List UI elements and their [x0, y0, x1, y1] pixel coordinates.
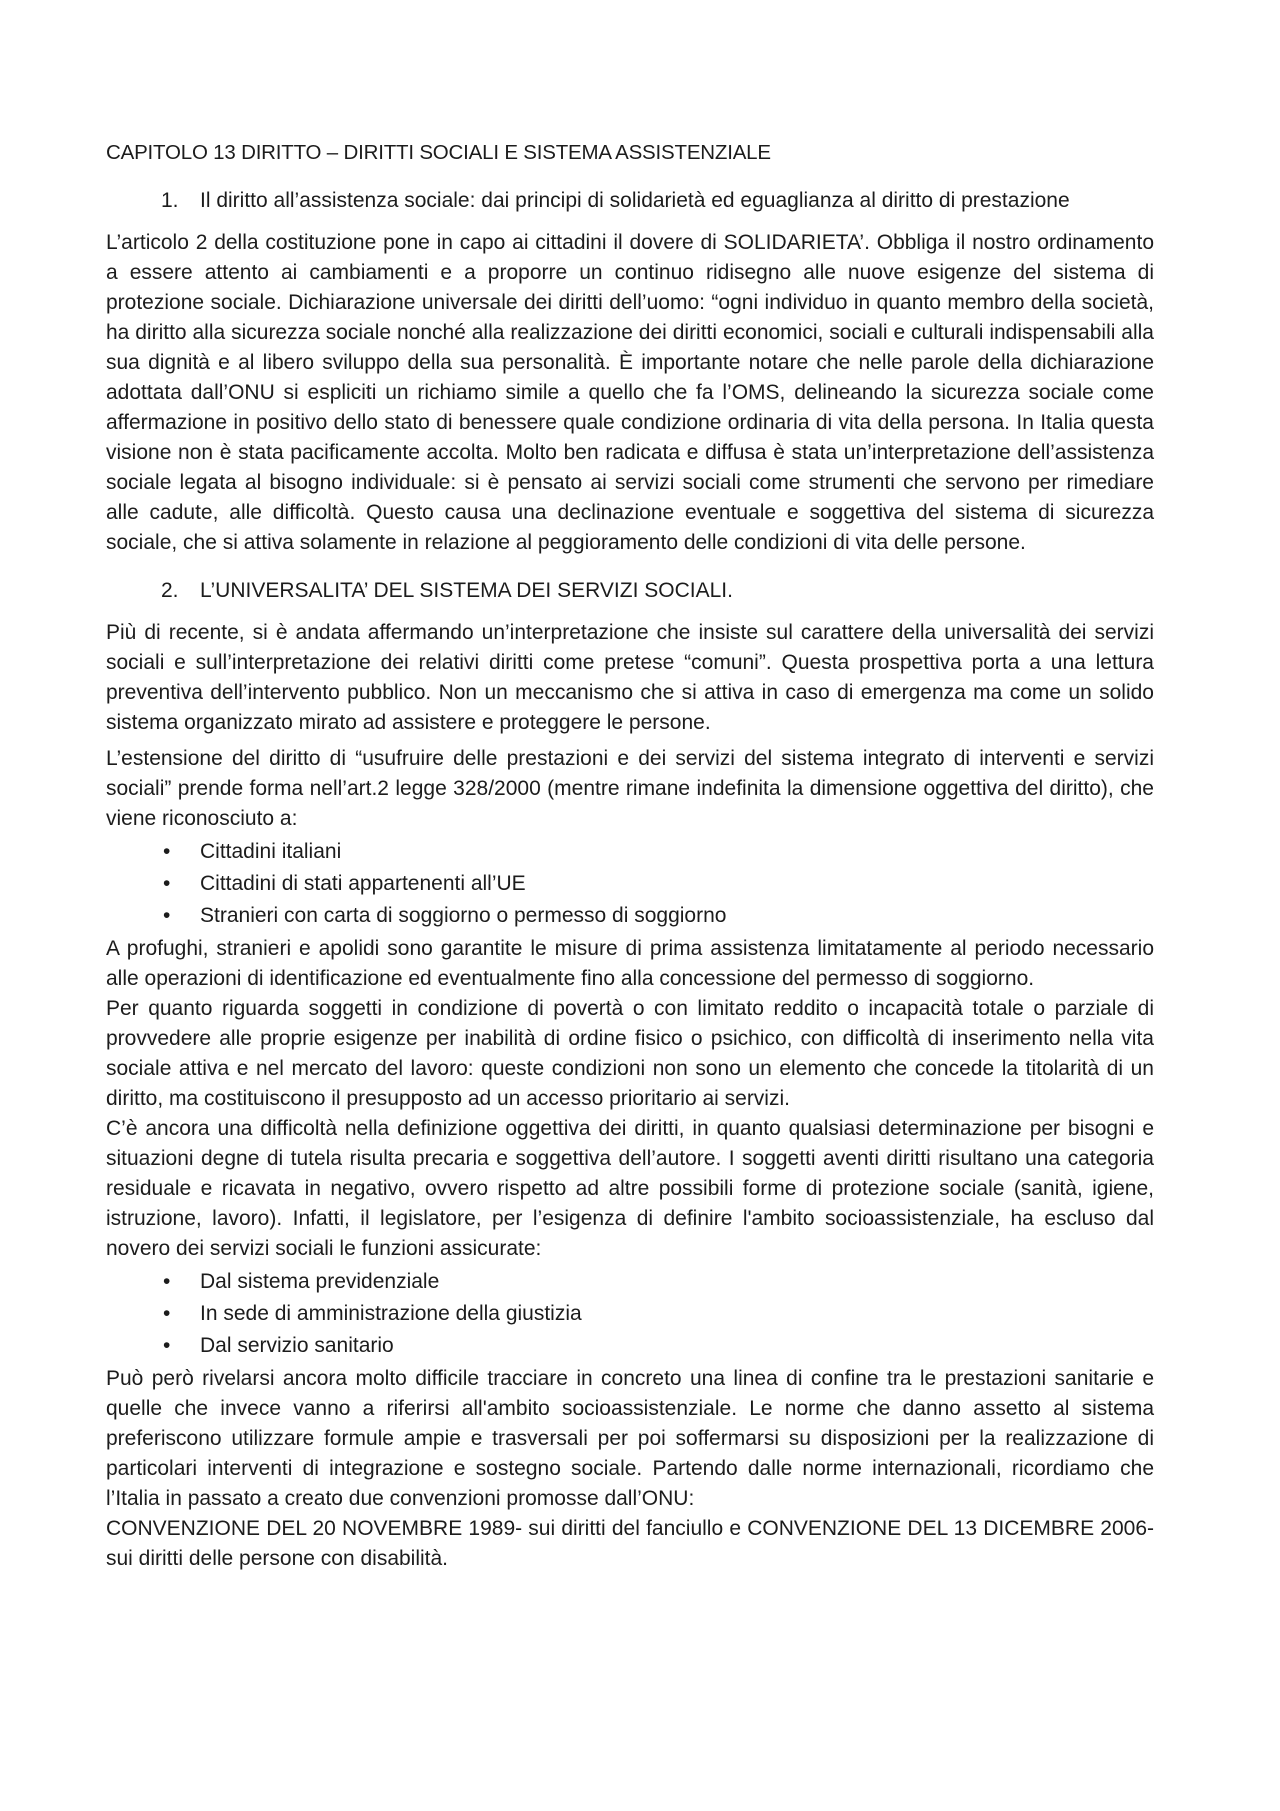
paragraph-linea-confine: Può però rivelarsi ancora molto difficile tracciare in concreto una linea di confine tra le prestazioni sanitarie e quelle che invece vanno a riferirsi all'ambito socioassistenziale. Le norme che danno assetto al sistema preferiscono utilizzare formule ampie e trasversali per poi soffermarsi su disposizioni per la realizzazione di particolari interventi di integrazione e sostegno sociale. Partendo dalle norme internazionali, ricordiamo che l’Italia in passato a creato due convenzioni promosse dall’ONU: [106, 1367, 1154, 1510]
chapter-title: CAPITOLO 13 DIRITTO – DIRITTI SOCIALI E SISTEMA ASSISTENZIALE [106, 141, 771, 164]
paragraph-solidarieta: L’articolo 2 della costituzione pone in capo ai cittadini il dovere di SOLIDARIETA’. Obbliga il nostro ordinamento a essere attento ai cambiamenti e a proporre un continuo ridisegno alle nuove esigenze del sistema di protezione sociale. Dichiarazione universale dei diritti dell’uomo: “ogni individuo in quanto membro della società, ha diritto alla sicurezza sociale nonché alla realizzazione dei diritti economici, sociali e culturali indispensabili alla sua dignità e al libero sviluppo della sua personalità. È importante notare che nelle parole della dichiarazione adottata dall’ONU si espliciti un richiamo simile a quello che fa l’OMS, delineando la sicurezza sociale come affermazione in positivo dello stato di benessere quale condizione ordinaria di vita della persona. In Italia questa visione non è stata pacificamente accolta. Molto ben radicata e diffusa è stata un’interpretazione dell’assistenza sociale legata al bisogno individuale: si è pensato ai servizi sociali come strumenti che servono per rimediare alle cadute, alle difficoltà. Questo causa una declinazione eventuale e soggettiva del sistema di sicurezza sociale, che si attiva solamente in relazione al peggioramento delle condizioni di vita delle persone. [106, 231, 1154, 554]
numbered-item-2-text: L’UNIVERSALITA’ DEL SISTEMA DEI SERVIZI SOCIALI. [200, 579, 733, 602]
paragraph-estensione-diritto: L’estensione del diritto di “usufruire delle prestazioni e dei servizi del sistema integrato di interventi e servizi sociali” prende forma nell’art.2 legge 328/2000 (mentre rimane indefinita la dimensione oggettiva del diritto), che viene riconosciuto a: [106, 747, 1154, 830]
numbered-item-2-marker: 2. [161, 579, 179, 602]
numbered-item-2 [106, 576, 1154, 606]
numbered-item-1-marker: 1. [161, 189, 179, 212]
paragraph-universalita: Più di recente, si è andata affermando un’interpretazione che insiste sul carattere della universalità dei servizi sociali e sull’interpretazione dei relativi diritti come pretese “comuni”. Questa prospettiva porta a una lettura preventiva dell’intervento pubblico. Non un meccanismo che si attiva in caso di emergenza ma come un solido sistema organizzato mirato ad assistere e proteggere le persone. [106, 621, 1154, 734]
paragraph-poverta: Per quanto riguarda soggetti in condizione di povertà o con limitato reddito o incapacità totale o parziale di provvedere alle proprie esigenze per inabilità di ordine fisico o psichico, con difficoltà di inserimento nella vita sociale attiva e nel mercato del lavoro: queste condizioni non sono un elemento che concede la titolarità di un diritto, ma costituiscono il presupposto ad un accesso prioritario ai servizi. [106, 997, 1154, 1110]
bullet-item-amministrazione-giustizia: • In sede di amministrazione della giustizia [106, 1298, 1154, 1330]
numbered-item-1 [106, 186, 1154, 216]
paragraph-profughi: A profughi, stranieri e apolidi sono garantite le misure di prima assistenza limitatamente al periodo necessario alle operazioni di identificazione ed eventualmente fino alla concessione del permesso di soggiorno. [106, 937, 1154, 990]
bullet-item-stranieri-soggiorno: • Stranieri con carta di soggiorno o permesso di soggiorno [106, 900, 1154, 932]
paragraph-convenzioni: CONVENZIONE DEL 20 NOVEMBRE 1989- sui diritti del fanciullo e CONVENZIONE DEL 13 DICEMBRE 2006- sui diritti delle persone con disabilità. [106, 1517, 1154, 1570]
bullet-item-servizio-sanitario: • Dal servizio sanitario [106, 1330, 1154, 1362]
numbered-item-1-text: Il diritto all’assistenza sociale: dai principi di solidarietà ed eguaglianza al diritto di prestazione [200, 189, 1070, 212]
bullet-list-recipients [106, 836, 1154, 932]
bullet-item-cittadini-italiani: • Cittadini italiani [106, 836, 1154, 868]
bullet-list-excluded-functions [106, 1266, 1154, 1362]
paragraph-difficolta-definizione: C’è ancora una difficoltà nella definizione oggettiva dei diritti, in quanto qualsiasi determinazione per bisogni e situazioni degne di tutela risulta precaria e soggettiva dell’autore. I soggetti aventi diritti risultano una categoria residuale e ricavata in negativo, ovvero rispetto ad altre possibili forme di protezione sociale (sanità, igiene, istruzione, lavoro). Infatti, il legislatore, per l’esigenza di definire l'ambito socioassistenziale, ha escluso dal novero dei servizi sociali le funzioni assicurate: [106, 1117, 1154, 1260]
bullet-item-sistema-previdenziale: • Dal sistema previdenziale [106, 1266, 1154, 1298]
bullet-item-cittadini-ue: • Cittadini di stati appartenenti all’UE [106, 868, 1154, 900]
